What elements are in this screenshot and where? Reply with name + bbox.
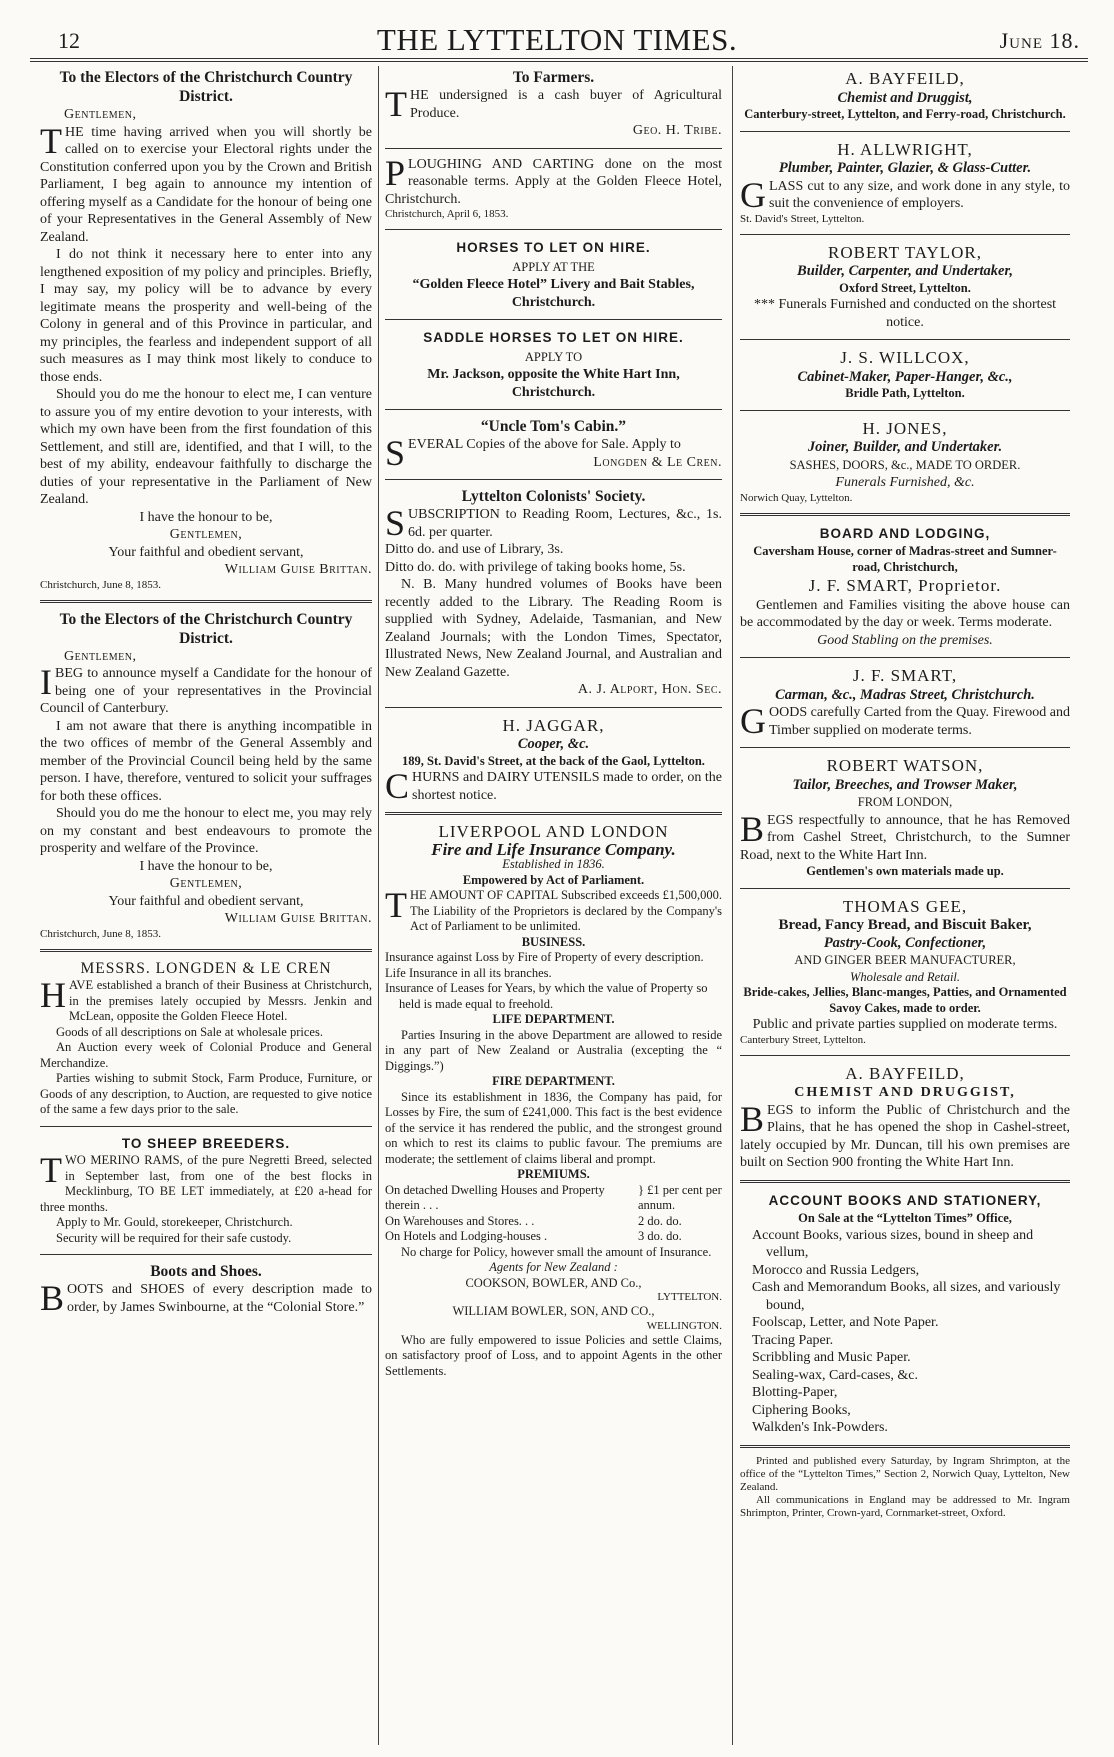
divider [385, 479, 722, 480]
stationery-item: Foolscap, Letter, and Note Paper. [752, 1315, 939, 1330]
ad-heading: To Farmers. [512, 69, 595, 86]
ad-paragraph: AVE established a branch of their Business at Christchurch, in the premises lately occupied by Messrs. Jenkin and McLean, opposite the Golden Fleece Hotel. [69, 978, 372, 1023]
ad-paragraph: UBSCRIPTION to Reading Room, Lectures, &c., 1s. 6d. per quarter. [408, 507, 722, 540]
ad-paragraph: Gentlemen and Families visiting the above house can be accommodated by the day or week. Terms moderate. [740, 597, 1070, 630]
stationery-item: Scribbling and Music Paper. [752, 1350, 911, 1365]
divider [40, 600, 372, 603]
colonists-society-ad [385, 485, 722, 702]
ad-paragraph: EGS to inform the Public of Christchurch and the Plains, that he has opened the shop in Cashel-street, lately occupied by Mr. Duncan, till his own premises are built on Section 900 fronting the White Hart Inn. [740, 1102, 1070, 1170]
ad-paragraph: EVERAL Copies of the above for Sale. Apply to [408, 437, 681, 452]
ad-subline: APPLY AT THE [512, 259, 595, 274]
closing-line: Your faithful and obedient servant, [108, 544, 304, 560]
jones-ad [740, 416, 1070, 508]
bayfeild-chemist-ad [740, 66, 1070, 126]
premium-rate: } £1 per cent per annum. [638, 1182, 722, 1212]
ad-paragraph: HE undersigned is a cash buyer of Agricultural Produce. [410, 88, 722, 121]
established: Established in 1836. [502, 857, 605, 871]
ad-line: Bride-cakes, Jellies, Blanc-manges, Patties, and Ornamented Savoy Cakes, made to order. [743, 985, 1067, 1015]
stationery-item: Cash and Memorandum Books, all sizes, and variously bound, [752, 1280, 1061, 1313]
divider [740, 747, 1070, 748]
drop-cap: S [385, 503, 406, 543]
uncle-toms-cabin-ad [385, 415, 722, 474]
closing-line: Gentlemen, [169, 527, 243, 542]
business-name: THOMAS GEE, [842, 896, 968, 916]
stationery-item: Account Books, various sizes, bound in sheep and vellum, [752, 1227, 1034, 1260]
ad-paragraph: LOUGHING AND CARTING done on the most reasonable terms. Apply at the Golden Fleece Hotel, Christchurch. [385, 156, 722, 207]
business-item: Insurance of Leases for Years, by which the value of Property so held is made equal to freehold. [385, 981, 708, 1011]
masthead-rule-bottom [30, 61, 1088, 62]
ad-paragraph: Security will be required for their safe custody. [56, 1230, 292, 1245]
divider [740, 513, 1070, 516]
salutation: Gentlemen, [64, 107, 137, 122]
divider [740, 1180, 1070, 1183]
ad-line: Funerals Furnished, &c. [835, 475, 975, 490]
insurance-company-ad [385, 820, 722, 1382]
business-name: H. JONES, [862, 418, 948, 438]
ad-paragraph: HE time having arrived when you will shortly be called on to exercise your Electoral rights under the Constitution conferred upon you by the Crown and British Parliament, I beg again to announce my intention of offering myself as a Candidate for the honour of being one of your Representatives in the General Assembly of New Zealand. [40, 124, 372, 245]
trade-line: Builder, Carpenter, and Undertaker, [797, 263, 1013, 279]
dateline: Christchurch, June 8, 1853. [40, 927, 161, 940]
ad-paragraph: OODS carefully Carted from the Quay. Firewood and Timber supplied on moderate terms. [769, 705, 1070, 738]
trade-line: Carman, &c., Madras Street, Christchurch. [775, 686, 1035, 703]
ad-heading: To the Electors of the Christchurch Country District. [59, 610, 353, 647]
ad-line: Gentlemen's own materials made up. [806, 864, 1004, 878]
drop-cap: B [740, 1098, 765, 1139]
section-heading: PREMIUMS. [517, 1167, 590, 1181]
ad-paragraph: Apply to Mr. Gould, storekeeper, Christchurch. [56, 1215, 293, 1229]
ad-paragraph: I am not aware that there is anything incompatible in the two offices of membr of the General Assembly and member of the Provincial Council being held by the same person. I have, therefore, ventured to solicit your suffrages for both these offices. [40, 718, 372, 804]
divider [740, 234, 1070, 235]
drop-cap: G [740, 701, 766, 741]
signature: Longden & Le Cren. [593, 454, 722, 470]
premium-rate: 3 do. do. [638, 1229, 682, 1243]
ad-heading: “Uncle Tom's Cabin.” [480, 418, 627, 435]
imprint-paragraph: Printed and published every Saturday, by Ingram Shrimpton, at the office of the “Lyttelton Times,” Section 2, Norwich Quay, Lyttelton, New Zealand. [740, 1454, 1070, 1493]
business-name: A. BAYFEILD, [845, 69, 965, 88]
saddle-horses-ad [385, 325, 722, 404]
ad-paragraph: LASS cut to any size, and work done in any style, to suit the convenience of employers. [769, 178, 1070, 211]
ad-heading: To the Electors of the Christchurch Country District. [59, 69, 353, 105]
column-3 [740, 66, 1070, 1745]
closing-line: I have the honour to be, [139, 509, 273, 525]
stationery-item: Morocco and Russia Ledgers, [752, 1262, 920, 1278]
address: Canterbury-street, Lyttelton, and Ferry-road, Christchurch. [744, 107, 1066, 121]
premium-item: On Warehouses and Stores. . . [385, 1213, 535, 1228]
brittan-council-address [40, 608, 372, 944]
address: St. David's Street, Lyttelton. [740, 212, 865, 225]
smart-carman-ad [740, 663, 1070, 742]
business-name: ROBERT TAYLOR, [828, 242, 982, 262]
ad-heading: ACCOUNT BOOKS AND STATIONERY, [768, 1192, 1042, 1208]
dateline: Christchurch, June 8, 1853. [40, 578, 161, 591]
ad-paragraph: Goods of all descriptions on Sale at wholesale prices. [56, 1024, 323, 1039]
column-1 [40, 66, 372, 1745]
ad-paragraph: EGS respectfully to announce, that he has Removed from Cashel Street, Christchurch, to the Sumner Road, next to the White Hart Inn. [740, 812, 1070, 863]
boots-shoes-ad [40, 1260, 372, 1319]
section-heading: LIFE DEPARTMENT. [492, 1012, 615, 1026]
ad-place: Mr. Jackson, opposite the White Hart Inn, Christchurch. [427, 367, 680, 400]
jaggar-ad [385, 713, 722, 808]
closing-line: Gentlemen, [169, 876, 243, 891]
drop-cap: B [40, 1278, 65, 1318]
premium-item: On detached Dwelling Houses and Property therein . . . [385, 1182, 605, 1212]
column-rule-1 [378, 66, 379, 1745]
ad-line: FROM LONDON, [857, 795, 953, 809]
premium-row [385, 1214, 722, 1230]
signature: Geo. H. Tribe. [632, 123, 722, 138]
divider [40, 949, 372, 952]
column-2 [385, 66, 722, 1745]
ad-paragraph: Should you do me the honour to elect me, I can venture to assure you of my entire devotion to your interests, with which my own have been from the first foundation of this Settlement, and still are, identified, and that I will, to the best of my ability, endeavour faithfully to discharge the duties of your representative in the Parliament of New Zealand. [40, 387, 372, 507]
ad-paragraph: Who are fully empowered to issue Policies and settle Claims, on satisfactory proof of Loss, and to appoint Agents in the other Settlements. [385, 1332, 722, 1378]
closing-line: Your faithful and obedient servant, [108, 893, 304, 909]
ad-subheading: On Sale at the “Lyttelton Times” Office, [798, 1211, 1012, 1225]
farmers-ad [385, 66, 722, 143]
ad-paragraph: N. B. Many hundred volumes of Books have been recently added to the Library. The Reading Room is supplied with Sydney, Adelaide, Tasmanian, and New Zealand Journals; with the London Times, Spectator, Illustrated News, New Zealand Journal, and Australian and New Zealand Gazette. [385, 577, 722, 680]
premium-rate: 2 do. do. [638, 1213, 682, 1228]
ad-line: Good Stabling on the premises. [817, 632, 993, 648]
printer-imprint [740, 1453, 1070, 1523]
address: Oxford Street, Lyttelton. [839, 280, 971, 295]
drop-cap: I [40, 662, 52, 702]
agent-place: WELLINGTON. [646, 1319, 722, 1332]
divider [740, 339, 1070, 340]
trade-line: Pastry-Cook, Confectioner, [823, 934, 987, 951]
divider [40, 1254, 372, 1255]
agent-place: LYTTELTON. [657, 1291, 722, 1303]
address: Caversham House, corner of Madras-street and Sumner-road, Christchurch, [753, 544, 1057, 574]
ad-paragraph: I do not think it necessary here to enter into any lengthened exposition of my policy and principles. Briefly, I may say, my policy will be to advance by every legitimate means the prosperity and well-being of the Colony in general and of this Province in particular, and my principles, the fearless and independent support of all such measures as I may think most likely to conduce to those ends. [40, 247, 372, 385]
ad-paragraph: An Auction every week of Colonial Produce and General Merchandize. [40, 1040, 372, 1070]
address: Bridle Path, Lyttelton. [845, 386, 965, 400]
trade-line: Plumber, Painter, Glazier, & Glass-Cutter. [778, 160, 1032, 176]
divider [740, 131, 1070, 132]
board-lodging-ad [740, 521, 1070, 653]
ad-line: Public and private parties supplied on moderate terms. [752, 1017, 1058, 1032]
dateline: Christchurch, April 6, 1853. [385, 208, 509, 220]
divider [385, 229, 722, 230]
ad-paragraph: OOTS and SHOES of every description made to order, by James Swinbourne, at the “Colonial Store.” [67, 1282, 372, 1315]
business-item: Life Insurance in all its branches. [385, 965, 552, 980]
ad-paragraph: Since its establishment in 1836, the Company has paid, for Losses by Fire, the sum of £241,000. This fact is the best evidence of the service it has rendered the public, and the strongest ground on which to rest its claims to public favour. The premiums are moderate; the settlement of claims liberal and prompt. [385, 1089, 722, 1166]
masthead [24, 22, 1090, 56]
business-name: J. S. WILLCOX, [840, 348, 970, 367]
bayfeild-shop-ad [740, 1061, 1070, 1175]
trade-line: CHEMIST AND DRUGGIST, [794, 1085, 1016, 1100]
divider [385, 812, 722, 815]
issue-date: June 18. [999, 28, 1080, 53]
imprint-paragraph: All communications in England may be addressed to Mr. Ingram Shrimpton, Printer, Crown-yard, Cornmarket-street, Oxford. [740, 1493, 1070, 1519]
section-heading: BUSINESS. [521, 934, 586, 949]
stationery-item: Tracing Paper. [752, 1332, 834, 1348]
column-rule-2 [732, 66, 733, 1745]
premium-item: On Hotels and Lodging-houses . [385, 1229, 548, 1243]
newspaper-title: THE LYTTELTON TIMES. [376, 22, 738, 57]
ad-paragraph: Parties wishing to submit Stock, Farm Produce, Furniture, or Goods of any description, to Auction, are requested to give notice of the same a few days prior to the sale. [40, 1071, 372, 1116]
divider [40, 1126, 372, 1127]
drop-cap: P [385, 152, 406, 193]
business-item: Insurance against Loss by Fire of Property of every description. [385, 950, 704, 964]
divider [740, 410, 1070, 411]
divider [385, 707, 722, 708]
stationery-item: Blotting-Paper, [752, 1385, 838, 1400]
divider [740, 657, 1070, 658]
drop-cap: C [385, 766, 410, 806]
empowered: Empowered by Act of Parliament. [462, 872, 645, 887]
masthead-rule-top [30, 58, 1088, 59]
gee-baker-ad [740, 894, 1070, 1050]
ad-paragraph: *** Funerals Furnished and conducted on the shortest notice. [753, 297, 1057, 330]
business-name: H. ALLWRIGHT, [837, 139, 973, 159]
proprietor-name: J. F. SMART, Proprietor. [808, 576, 1002, 595]
signature: A. J. Alport, Hon. Sec. [577, 682, 722, 697]
business-name: ROBERT WATSON, [826, 756, 984, 775]
trade-line: Cooper, &c. [517, 736, 590, 752]
ad-heading: HORSES TO LET ON HIRE. [456, 240, 651, 255]
drop-cap: S [385, 433, 406, 473]
willcox-ad [740, 345, 1070, 405]
drop-cap: B [740, 808, 765, 849]
drop-cap: G [740, 174, 766, 215]
address: 189, St. David's Street, at the back of the Gaol, Lyttelton. [402, 753, 705, 768]
ad-heading: LIVERPOOL AND LONDON [438, 822, 669, 841]
ad-line: AND GINGER BEER MANUFACTURER, [794, 953, 1016, 967]
ad-line: SASHES, DOORS, &c., MADE TO ORDER. [789, 457, 1021, 472]
divider [385, 319, 722, 320]
agent-name: WILLIAM BOWLER, SON, AND CO., [452, 1304, 655, 1318]
divider [740, 1445, 1070, 1448]
agent-name: COOKSON, BOWLER, AND Co., [465, 1275, 642, 1290]
company-name: Fire and Life Insurance Company. [431, 839, 676, 859]
divider [385, 409, 722, 410]
trade-line: Bread, Fancy Bread, and Biscuit Baker, [778, 917, 1032, 933]
signature: William Guise Brittan. [224, 911, 372, 926]
ad-place: “Golden Fleece Hotel” Livery and Bait Stables, Christchurch. [412, 277, 695, 310]
ad-line: Ditto do. do. with privilege of taking books home, 5s. [385, 559, 686, 575]
account-books-ad [740, 1188, 1070, 1440]
stationery-item: Ciphering Books, [752, 1402, 851, 1418]
business-name: A. BAYFEILD, [845, 1063, 965, 1083]
ad-heading: BOARD AND LODGING, [819, 525, 991, 541]
ad-paragraph: Parties Insuring in the above Department are allowed to reside in any part of New Zealand or Australia (excepting the “ Diggings.”) [385, 1027, 722, 1073]
agents-heading: Agents for New Zealand : [489, 1260, 618, 1274]
address: Canterbury Street, Lyttelton. [740, 1033, 866, 1046]
trade-line: Chemist and Druggist, [837, 89, 973, 106]
ad-line: Wholesale and Retail. [849, 969, 961, 984]
ad-paragraph: HE AMOUNT OF CAPITAL Subscribed exceeds £1,500,000. The Liability of the Proprietors is declared by the Company's Act of Parliament to be unlimited. [410, 888, 722, 933]
stationery-item: Walkden's Ink-Powders. [752, 1420, 888, 1435]
premium-row [385, 1183, 722, 1214]
longden-lecren-ad [40, 957, 372, 1121]
ad-subline: APPLY TO [524, 349, 583, 364]
ploughing-ad [385, 154, 722, 225]
closing-line: I have the honour to be, [139, 858, 273, 874]
ad-paragraph: No charge for Policy, however small the amount of Insurance. [401, 1244, 712, 1259]
trade-line: Tailor, Breeches, and Trowser Maker, [792, 776, 1018, 793]
allwright-ad [740, 137, 1070, 229]
address: Norwich Quay, Lyttelton. [740, 491, 853, 504]
ad-heading: Lyttelton Colonists' Society. [461, 488, 646, 505]
salutation: Gentlemen, [64, 648, 137, 664]
ad-paragraph: Should you do me the honour to elect me, you may rely on my constant and best endeavours to promote the prosperity and welfare of the Province. [40, 806, 372, 856]
ad-heading: MESSRS. LONGDEN & LE CREN [80, 959, 332, 977]
ad-heading: Boots and Shoes. [150, 1263, 262, 1280]
ad-paragraph: WO MERINO RAMS, of the pure Negretti Breed, selected in September last, from one of the best flocks in Mecklinburg, TO BE LET immediately, at £20 a-head for three months. [40, 1153, 372, 1214]
business-name: H. JAGGAR, [502, 715, 605, 735]
stationery-item: Sealing-wax, Card-cases, &c. [752, 1367, 918, 1383]
trade-line: Joiner, Builder, and Undertaker. [807, 439, 1003, 455]
signature: William Guise Brittan. [224, 562, 372, 577]
drop-cap: T [385, 885, 407, 925]
premium-row [385, 1229, 722, 1245]
divider [740, 888, 1070, 889]
ad-line: Ditto do. and use of Library, 3s. [385, 542, 564, 557]
page-number: 12 [58, 28, 80, 53]
ad-paragraph: BEG to announce myself a Candidate for the honour of being one of your representatives in the Provincial Council of Canterbury. [40, 666, 372, 716]
section-heading: FIRE DEPARTMENT. [492, 1074, 615, 1088]
drop-cap: T [40, 120, 62, 161]
drop-cap: T [385, 84, 407, 124]
watson-ad [740, 753, 1070, 883]
drop-cap: H [40, 975, 66, 1015]
horses-hire-ad [385, 235, 722, 314]
sheep-breeders-ad [40, 1132, 372, 1250]
ad-paragraph: HURNS and DAIRY UTENSILS made to order, on the shortest notice. [412, 770, 722, 803]
trade-line: Cabinet-Maker, Paper-Hanger, &c., [797, 368, 1013, 385]
ad-heading: SADDLE HORSES TO LET ON HIRE. [423, 330, 684, 345]
business-name: J. F. SMART, [852, 666, 958, 685]
divider [740, 1055, 1070, 1056]
ad-heading: TO SHEEP BREEDERS. [121, 1135, 291, 1151]
taylor-ad [740, 240, 1070, 335]
brittan-assembly-address [40, 66, 372, 595]
drop-cap: T [40, 1150, 62, 1190]
divider [385, 148, 722, 149]
